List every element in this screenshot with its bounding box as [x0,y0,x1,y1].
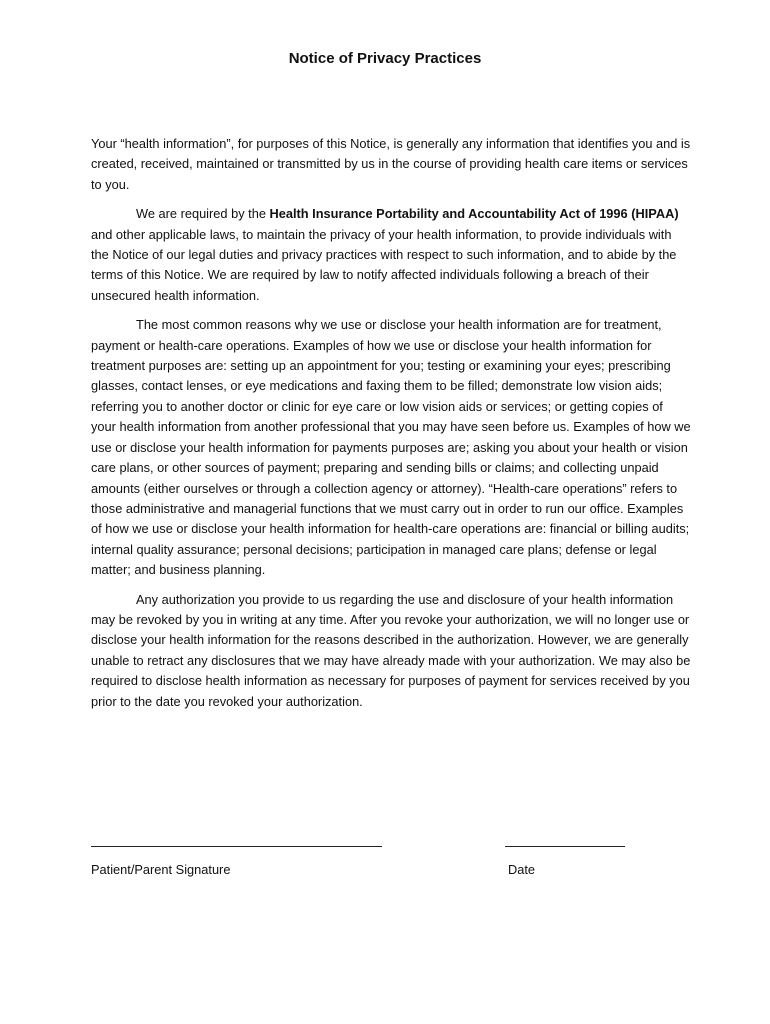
date-label: Date [508,862,536,877]
use-and-disclosure-paragraph: The most common reasons why we use or disclose your health information are for treatment, payment or health-care operations. Examples of how we use or disclose your health information for treatment purposes are: setting up an appointment for you; testing or examining your eyes; prescribing glasses, contact lenses, or eye medications and faxing them to be filled; demonstrate low vision aids; referring you to another doctor or clinic for eye care or low vision aids or services; or getting copies of your health information from another professional that you may have seen before us. Examples of how we use or disclose your health information for payments purposes are; asking you about your health or vision care plans, or other sources of payment; preparing and sending bills or claims; and collecting unpaid amounts (either ourselves or through a collection agency or attorney). “Health-care operations” refers to those administrative and managerial functions that we must carry out in order to run our office. Examples of how we use or disclose your health information for health-care operations are: financial or billing audits; internal quality assurance; personal decisions; participation in managed care plans; defense or legal matter; and business planning. [91,317,691,578]
legal-requirements-paragraph [91,204,691,306]
page-title: Notice of Privacy Practices [288,50,482,67]
patient-signature-label: Patient/Parent Signature [91,862,231,877]
health-information-definition-paragraph: Your “health information”, for purposes of this Notice, is generally any information that identifies you and is created, received, maintained or transmitted by us in the course of providing health care items or services to you. [91,136,691,192]
patient-signature-line[interactable] [91,846,382,847]
authorization-revocation-paragraph: Any authorization you provide to us regarding the use and disclosure of your health information may be revoked by you in writing at any time. After you revoke your authorization, we will no longer use or disclose your health information for the reasons described in the authorization. However, we are generally unable to retract any disclosures that we may have already made with your authorization. We may also be required to disclose health information as necessary for purposes of payment for services received by you prior to the date you revoked your authorization. [91,591,691,709]
legal-requirements-rest-text: and other applicable laws, to maintain the privacy of your health information, to provide individuals with the Notice of our legal duties and privacy practices with respect to such information, and to abide by the terms of this Notice. We are required by law to notify affected individuals following a breach of their unsecured health information. [91,226,677,303]
hipaa-act-name: Health Insurance Portability and Accountability Act of 1996 (HIPAA) [269,206,679,222]
legal-requirements-lead-text: We are required by the [136,206,270,222]
notice-body [91,134,691,721]
date-signature-line[interactable] [505,846,625,847]
